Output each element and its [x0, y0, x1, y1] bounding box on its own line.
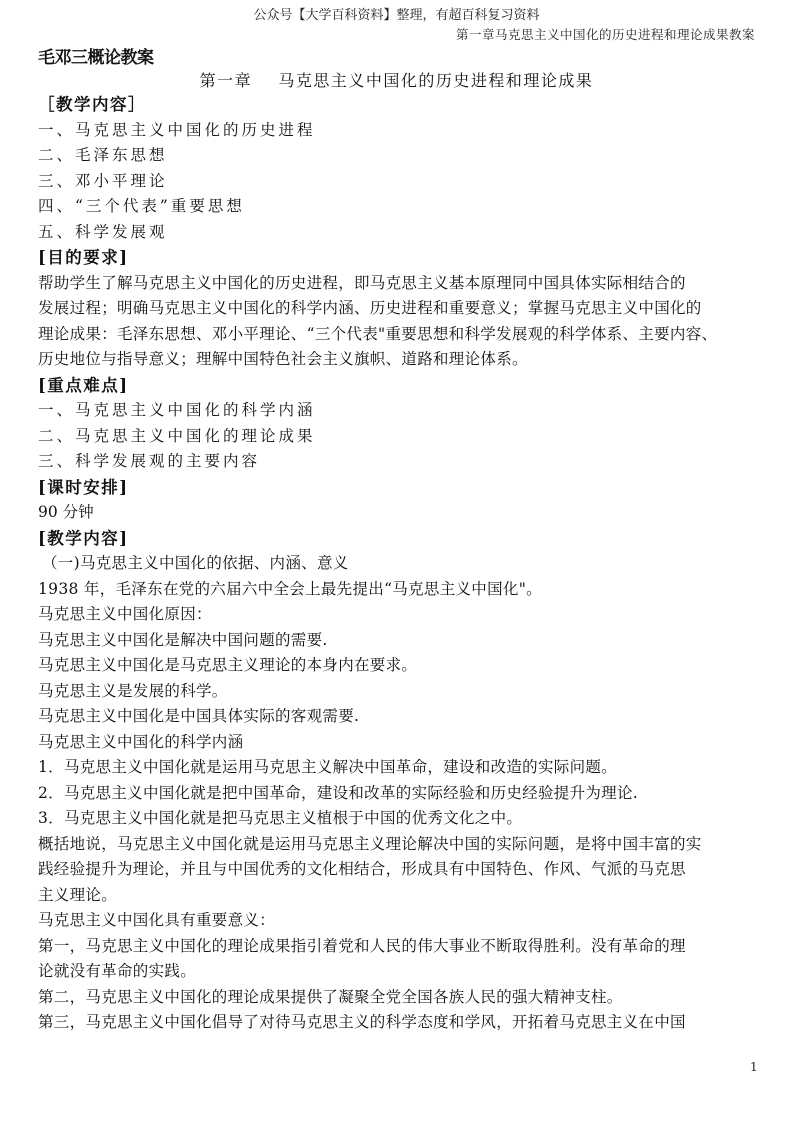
- paragraph-line: 理论成果：毛泽东思想、邓小平理论、“三个代表"重要思想和科学发展观的科学体系、主要内容、: [38, 324, 718, 343]
- paragraph-line: 历史地位与指导意义；理解中国特色社会主义旗帜、道路和理论体系。: [38, 350, 528, 368]
- list-item: 三、科学发展观的主要内容: [38, 452, 261, 470]
- running-title: 第一章马克思主义中国化的历史进程和理论成果教案: [455, 27, 755, 42]
- paragraph-line: 马克思主义中国化的科学内涵: [38, 732, 244, 751]
- list-item: 一、马克思主义中国化的历史进程: [38, 120, 316, 139]
- paragraph-line: 马克思主义是发展的科学。: [38, 681, 228, 700]
- section-heading-teaching-content-detail: [教学内容]: [38, 528, 129, 548]
- paragraph-line: 马克思主义中国化是解决中国问题的需要.: [38, 630, 328, 649]
- page-number: 1: [750, 1060, 758, 1074]
- chapter-title: 第一章 马克思主义中国化的历史进程和理论成果: [199, 71, 594, 90]
- paragraph-line: 践经验提升为理论，并且与中国优秀的文化相结合，形成具有中国特色、作风、气派的马克思: [38, 860, 686, 878]
- paragraph-line: 第三，马克思主义中国化倡导了对待马克思主义的科学态度和学风，开拓着马克思主义在中国: [38, 1013, 686, 1031]
- list-item: 一、马克思主义中国化的科学内涵: [38, 401, 316, 419]
- paragraph-line: 主义理论。: [38, 885, 118, 904]
- schedule-value: 90 分钟: [38, 503, 94, 521]
- paragraph-line: 帮助学生了解马克思主义中国化的历史进程，即马克思主义基本原理同中国具体实际相结合的: [38, 273, 686, 292]
- section-heading-teaching-content: ［教学内容］: [38, 95, 146, 114]
- document-title: 毛邓三概论教案: [38, 48, 154, 68]
- section-heading-key-points: [重点难点]: [38, 375, 129, 395]
- list-item: 二、毛泽东思想: [38, 146, 168, 164]
- subsection-title: （一)马克思主义中国化的依据、内涵、意义: [42, 554, 349, 572]
- source-header: 公众号【大学百科资料】整理，有超百科复习资料: [253, 8, 540, 23]
- section-heading-schedule: [课时安排]: [38, 477, 129, 497]
- list-item: 三、邓小平理论: [38, 171, 168, 190]
- paragraph-line: 马克思主义中国化原因：: [38, 605, 212, 623]
- numbered-item: 1．马克思主义中国化就是运用马克思主义解决中国革命，建设和改造的实际问题。: [38, 758, 617, 776]
- numbered-item: 3．马克思主义中国化就是把马克思主义植根于中国的优秀文化之中。: [38, 809, 523, 827]
- paragraph-line: 马克思主义中国化具有重要意义：: [38, 911, 276, 929]
- list-item: 二、马克思主义中国化的理论成果: [38, 426, 316, 445]
- section-heading-objectives: [目的要求]: [38, 248, 129, 267]
- paragraph-line: 第二，马克思主义中国化的理论成果提供了凝聚全党全国各族人民的强大精神支柱。: [38, 987, 623, 1006]
- paragraph-line: 发展过程；明确马克思主义中国化的科学内涵、历史进程和重要意义；掌握马克思主义中国化的: [38, 299, 702, 317]
- list-item: 四、“三个代表”重要思想: [38, 197, 245, 215]
- paragraph-line: 马克思主义中国化是中国具体实际的客观需要.: [38, 707, 360, 725]
- paragraph-line: 第一，马克思主义中国化的理论成果指引着党和人民的伟大事业不断取得胜利。没有革命的理: [38, 936, 686, 955]
- numbered-item: 2．马克思主义中国化就是把中国革命，建设和改革的实际经验和历史经验提升为理论.: [38, 783, 638, 802]
- paragraph-line: 论就没有革命的实践。: [38, 962, 197, 980]
- paragraph-line: 马克思主义中国化是马克思主义理论的本身内在要求。: [38, 656, 418, 674]
- document-body: [38, 92, 758, 1036]
- list-item: 五、科学发展观: [38, 222, 168, 241]
- paragraph-line: 概括地说，马克思主义中国化就是运用马克思主义理论解决中国的实际问题，是将中国丰富的实: [38, 834, 702, 853]
- paragraph-line: 1938 年，毛泽东在党的六届六中全会上最先提出“马克思主义中国化"。: [38, 579, 542, 598]
